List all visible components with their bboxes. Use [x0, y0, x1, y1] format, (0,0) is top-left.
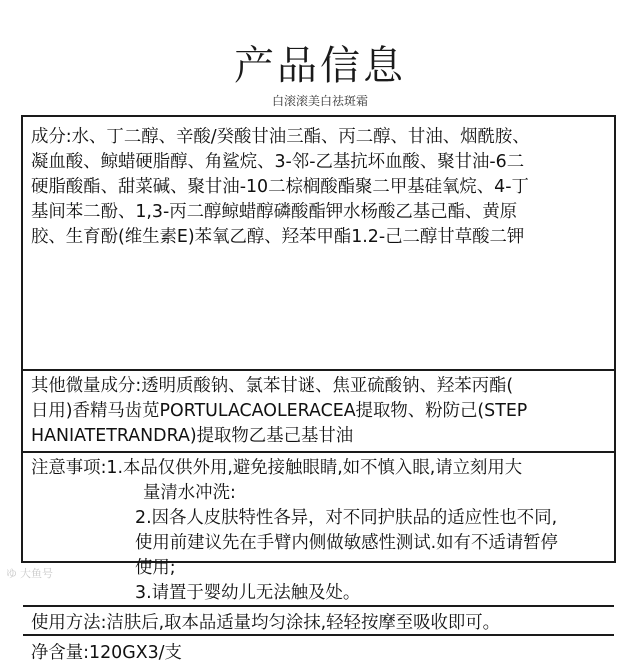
ingredients-line: 胶、生育酚(维生素E)苯氧乙醇、羟苯甲酯1.2-己二醇甘草酸二钾 [31, 227, 525, 247]
ingredients-line: 成分:水、丁二醇、辛酸/癸酸甘油三酯、丙二醇、甘油、烟酰胺、 [31, 127, 530, 147]
product-name: 白滚滚美白祛斑霜 [271, 94, 368, 108]
row-divider [23, 451, 614, 453]
precautions-line: 使用; [135, 558, 176, 578]
minor-ingredients-line: 日用)香精马齿苋PORTULACAOLERACEA提取物、粉防己(STEP [31, 401, 528, 421]
minor-ingredients-section [23, 374, 614, 449]
ingredients-line: 基间苯二酚、1,3-丙二醇鲸蜡醇磷酸酯钾水杨酸乙基己酯、黄原 [31, 202, 518, 222]
row-divider [23, 634, 614, 636]
minor-ingredients-line: 其他微量成分:透明质酸钠、氯苯甘谜、焦亚硫酸钠、羟苯丙酯( [31, 376, 514, 396]
precautions-line: 3.请置于婴幼儿无法触及处。 [135, 583, 361, 603]
precautions-line: 2.因各人皮肤特性各异，对不同护肤品的适应性也不同, [135, 508, 558, 528]
precautions-line: 注意事项:1.本品仅供外用,避免接触眼睛,如不慎入眼,请立刻用大 [31, 458, 523, 478]
fish-logo-icon: ゆ [6, 567, 17, 580]
minor-ingredients-line: HANIATETRANDRA)提取物乙基己基甘油 [31, 426, 354, 446]
page-title: 产品信息 [234, 43, 406, 89]
ingredients-line: 硬脂酸酯、甜菜碱、聚甘油-10二棕榈酸酯聚二甲基硅氧烷、4-丁 [31, 177, 529, 197]
watermark [6, 565, 53, 581]
precautions-line: 量清水冲洗: [143, 483, 236, 503]
net-content-section: 净含量:120GX3/支 [31, 643, 182, 663]
precautions-line: 使用前建议先在手臂内侧做敏感性测试.如有不适请暂停 [135, 533, 558, 553]
usage-section: 使用方法:洁肤后,取本品适量均匀涂抹,轻轻按摩至吸收即可。 [31, 613, 501, 633]
ingredients-section [23, 125, 614, 367]
row-divider [23, 369, 614, 371]
watermark-text: 大鱼号 [20, 567, 53, 580]
ingredients-line: 凝血酸、鲸蜡硬脂醇、角鲨烷、3-邻-乙基抗坏血酸、聚甘油-6二 [31, 152, 525, 172]
precautions-section [23, 456, 614, 604]
row-divider [23, 605, 614, 607]
